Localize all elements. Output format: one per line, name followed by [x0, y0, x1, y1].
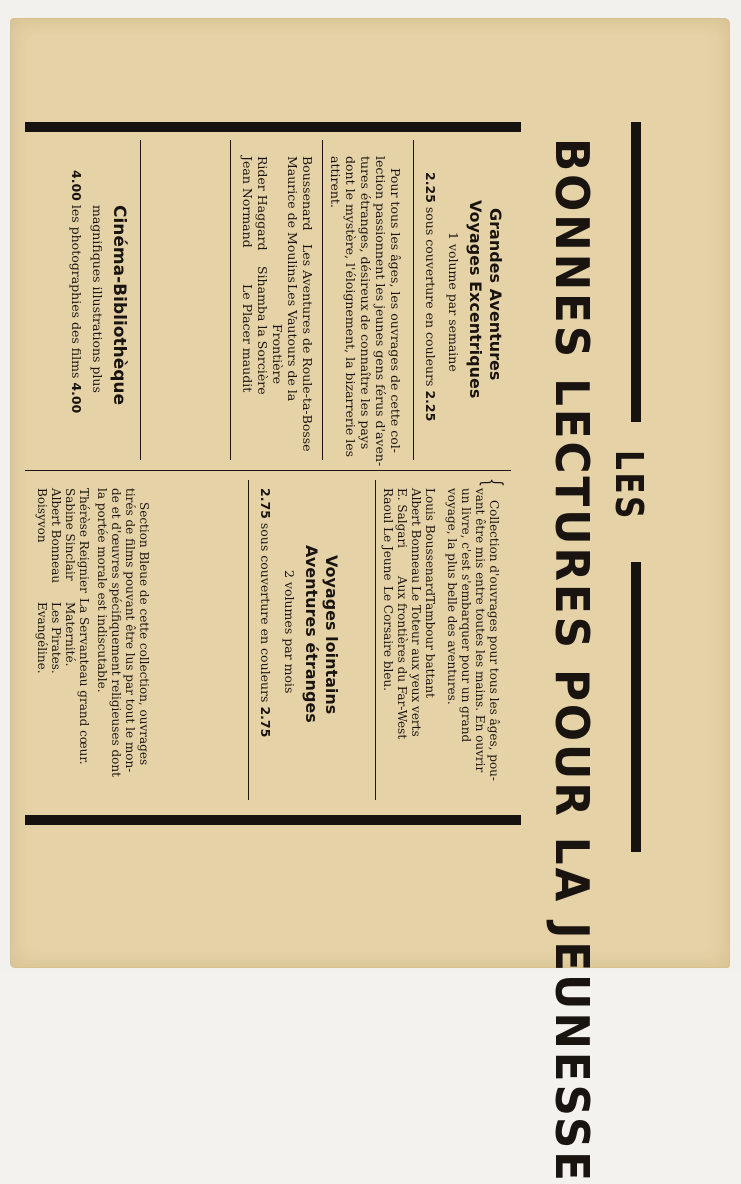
voyages-price-before: 2.75 — [258, 488, 273, 519]
divider-right-upper — [375, 480, 376, 800]
work-title: Maternité. — [63, 602, 77, 667]
author-name: Albert Bonneau — [49, 488, 63, 584]
work-title: Les Pirates. — [49, 602, 63, 674]
section-bleue-desc-line: de et d'œuvres spécifiquement religieuses dont — [109, 488, 123, 777]
divider-right-lower — [248, 480, 249, 800]
voyages-desc-line: voyage, la plus belle des aventures. — [445, 488, 459, 705]
list-item — [49, 488, 63, 765]
grandes-desc-line: tures étranges, désireux de connaître les pays — [358, 156, 373, 450]
author-name: Thérèse Reignier — [77, 488, 91, 593]
divider-lower — [230, 140, 231, 460]
list-item — [63, 488, 77, 765]
voyages-title-1: Voyages lointains — [322, 555, 341, 715]
cinema-price-before: 4.00 — [69, 170, 84, 201]
grandes-desc-line: attirent. — [328, 156, 343, 208]
work-title: Aux frontières du Far-West — [395, 576, 409, 740]
grandes-title-1: Grandes Aventures — [486, 208, 505, 381]
cinema-price-text: les photographies des films — [69, 204, 84, 379]
work-title: La Servanteau grand cœur. — [77, 598, 91, 765]
list-item — [381, 488, 395, 739]
work-title: Tambour battant — [423, 596, 437, 698]
section-bleue-title-list — [35, 488, 91, 765]
voyages-title-list — [381, 488, 437, 739]
work-title: Les Vautours de la — [285, 284, 300, 402]
work-title: Frontière — [270, 324, 285, 385]
author-name: Maurice de Moulins — [285, 156, 300, 283]
work-title: Sihamba la Sorcière — [255, 266, 270, 395]
voyages-title-2: Aventures étranges — [302, 545, 321, 723]
author-name: Sabine Sinclair — [63, 488, 77, 581]
right-rule — [25, 815, 521, 825]
cinema-title: Cinéma-Bibliothèque — [109, 205, 129, 406]
work-title: Le Toteur aux yeux verts — [409, 586, 423, 737]
list-item — [285, 156, 300, 452]
list-item — [300, 156, 315, 452]
cinema-price-after: 4.00 — [69, 382, 84, 414]
header-title: BONNES LECTURES POUR LA JEUNESSE — [545, 138, 599, 1184]
header-les: LES — [607, 450, 651, 521]
author-name: Raoul Le Jeune — [381, 488, 395, 581]
author-name: Albert Bonneau — [409, 488, 423, 584]
work-title: Les Aventures de Roule-ta-Bosse — [300, 244, 315, 452]
list-item — [255, 156, 270, 452]
grandes-frequency: 1 volume par semaine — [446, 232, 461, 372]
cinema-line-1: magnifiques illustrations plus — [90, 205, 105, 393]
grandes-desc-line: Pour tous les âges, les ouvrages de cette col- — [388, 168, 403, 453]
grandes-price-before: 2.25 — [423, 172, 438, 203]
grandes-title-2: Voyages Excentriques — [466, 200, 485, 399]
list-item — [77, 488, 91, 765]
voyages-desc-line: Collection d'ouvrages pour tous les âges, pou- — [487, 500, 501, 781]
author-name: Rider Haggard — [255, 156, 270, 251]
brace-decor: { — [477, 478, 507, 488]
grandes-price-after: 2.25 — [423, 390, 438, 422]
voyages-desc-line: vant être mis entre toutes les mains. En ouvrir — [473, 488, 487, 773]
author-name: E. Salgari — [395, 488, 409, 549]
section-bleue-desc-line: Section Bleue de cette collection, ouvrages — [137, 502, 151, 766]
divider-upper — [413, 140, 414, 460]
grandes-desc-line: dont le mystère, l'éloignement, la bizarrerie les — [343, 156, 358, 458]
cinema-line-2 — [69, 170, 84, 413]
list-item — [423, 488, 437, 739]
author-name: Boussenard — [300, 156, 315, 231]
voyages-price-line — [258, 488, 273, 737]
section-bleue-desc-line: tirés de films pouvant être lus par tout le mon- — [123, 488, 137, 773]
grandes-title-list — [240, 156, 315, 452]
divider-middle — [322, 140, 323, 460]
top-rule-right — [631, 562, 641, 852]
top-rule-left — [631, 122, 641, 422]
voyages-frequency: 2 volumes par mois — [282, 570, 297, 694]
author-name: Louis Boussenard — [423, 488, 437, 597]
section-bleue-desc-line: la portée morale est indiscutable. — [95, 488, 109, 693]
grandes-price-line — [423, 172, 438, 421]
work-title: Evangéline. — [35, 602, 49, 674]
author-name: Boisyvon — [35, 488, 49, 543]
grandes-desc-line: lection passionnent les jeunes gens férus d'aven- — [373, 156, 388, 467]
grandes-price-text: sous couverture en couleurs — [423, 206, 438, 387]
voyages-desc-line: un livre, c'est s'embarquer pour un grand — [459, 488, 473, 743]
voyages-price-after: 2.75 — [258, 706, 273, 738]
list-item — [395, 488, 409, 739]
grandes-description — [328, 156, 403, 466]
left-rule — [25, 122, 521, 132]
section-bleue-description — [95, 488, 151, 777]
list-item — [35, 488, 49, 765]
work-title: Le Placer maudit — [240, 284, 255, 393]
voyages-price-text: sous couverture en couleurs — [258, 522, 273, 703]
list-item — [270, 156, 285, 452]
author-name: Jean Normand — [240, 156, 255, 248]
work-title: Le Corsaire bleu. — [381, 586, 395, 691]
list-item — [409, 488, 423, 739]
column-divider — [25, 470, 511, 471]
divider-cinema — [140, 140, 141, 460]
voyages-description — [445, 488, 501, 781]
list-item — [240, 156, 255, 452]
